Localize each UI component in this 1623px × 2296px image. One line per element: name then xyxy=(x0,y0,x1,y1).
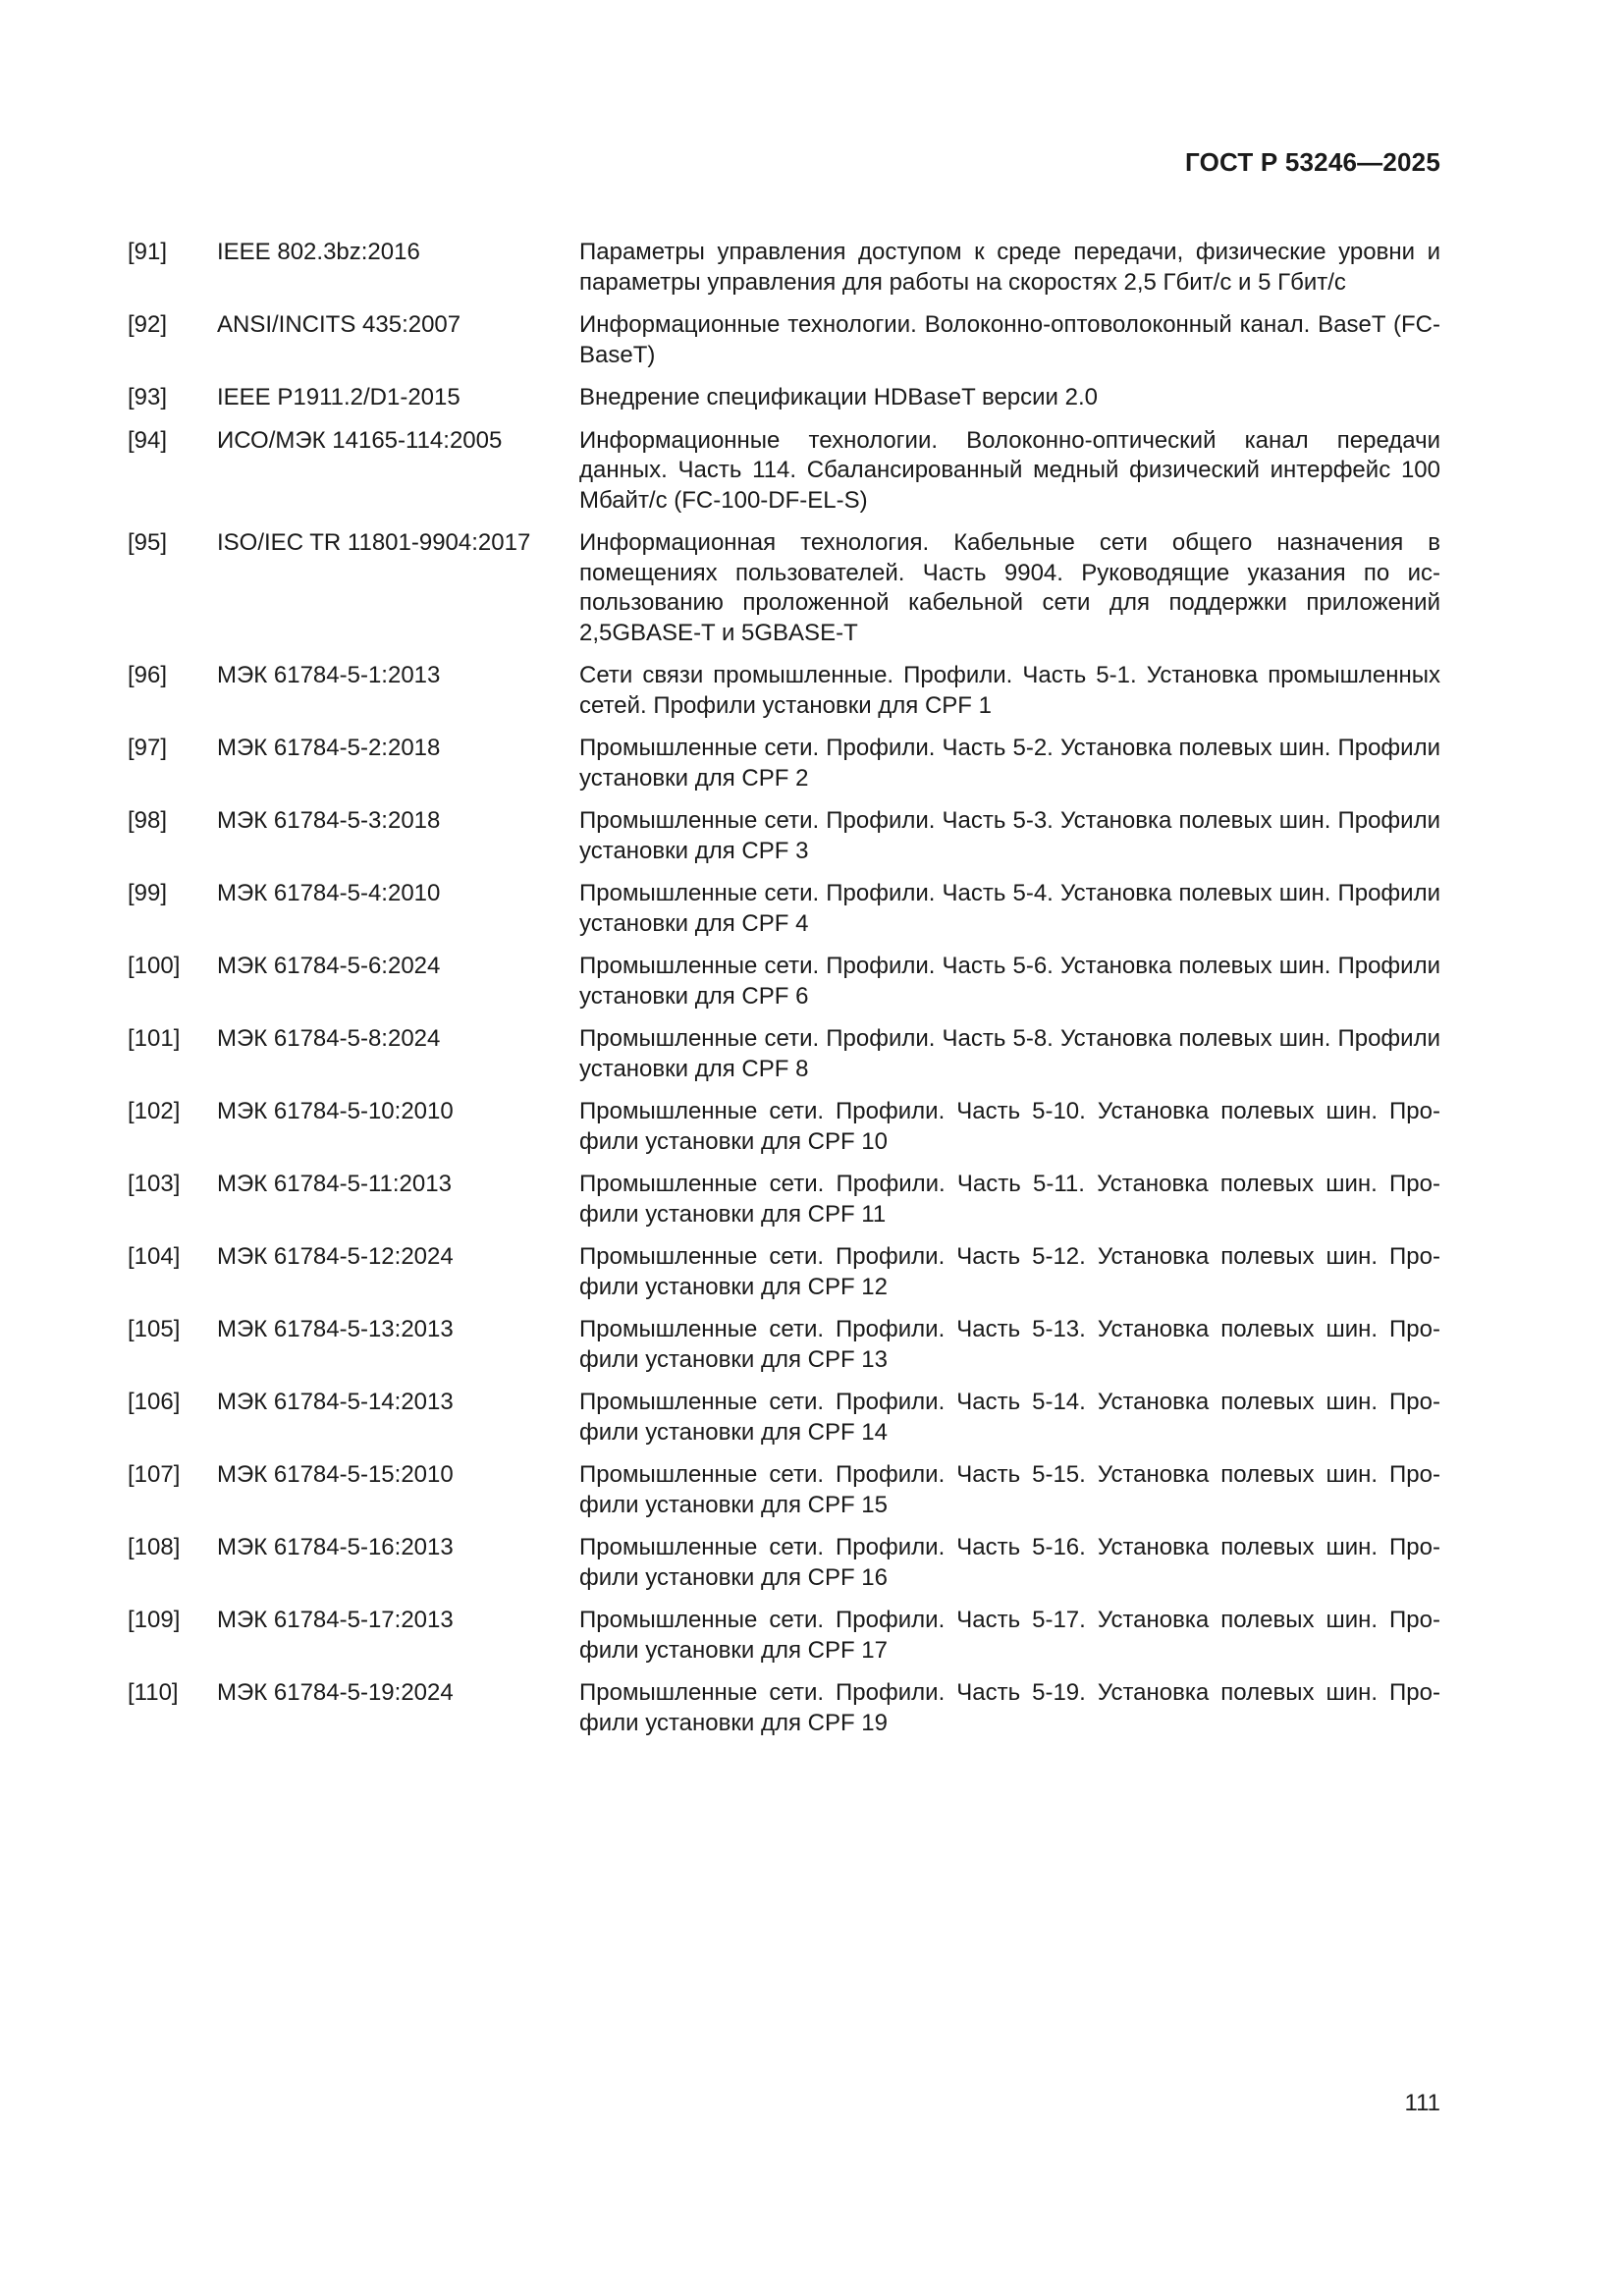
bibliography-entry xyxy=(128,383,1440,413)
bibliography-entry xyxy=(128,1170,1440,1230)
bibliography-entry xyxy=(128,1606,1440,1666)
entry-title: Промышленные сети. Профили. Часть 5-16. Установка полевых шин. Профили установки для CPF 16 xyxy=(579,1534,1440,1591)
entry-title: Информационные технологии. Волоконно-оптический канал передачи данных. Часть 114. Сбалансированный медный физический интерфейс 100 Мбайт/с (FC-100-DF-EL-S) xyxy=(579,426,1440,514)
entry-number: [96] xyxy=(128,662,168,688)
bibliography-entry xyxy=(128,1678,1440,1738)
entry-number: [92] xyxy=(128,311,168,338)
entry-number: [108] xyxy=(128,1534,181,1560)
bibliography-entry xyxy=(128,1242,1440,1302)
entry-title: Промышленные сети. Профили. Часть 5-8. Установка полевых шин. Профили установки для CPF 8 xyxy=(579,1025,1440,1082)
entry-number: [100] xyxy=(128,953,181,979)
bibliography-entry xyxy=(128,1388,1440,1448)
bibliography-entry xyxy=(128,310,1440,370)
entry-number: [95] xyxy=(128,529,168,556)
entry-standard-code: МЭК 61784-5-14:2013 xyxy=(217,1389,454,1415)
document-id-header: ГОСТ Р 53246—2025 xyxy=(1185,147,1440,177)
entry-title: Сети связи промышленные. Профили. Часть 5-1. Установка промышленных сетей. Профили установки для CPF 1 xyxy=(579,662,1440,719)
bibliography-entry xyxy=(128,806,1440,866)
bibliography-entry xyxy=(128,734,1440,793)
entry-standard-code: МЭК 61784-5-17:2013 xyxy=(217,1607,454,1633)
bibliography-entry xyxy=(128,426,1440,517)
entry-standard-code: МЭК 61784-5-6:2024 xyxy=(217,953,441,979)
page-number: 111 xyxy=(1404,2090,1440,2116)
entry-number: [103] xyxy=(128,1171,181,1197)
entry-number: [106] xyxy=(128,1389,181,1415)
entry-standard-code: МЭК 61784-5-8:2024 xyxy=(217,1025,441,1052)
entry-standard-code: МЭК 61784-5-16:2013 xyxy=(217,1534,454,1560)
entry-title: Промышленные сети. Профили. Часть 5-12. Установка полевых шин. Профили установки для CPF 12 xyxy=(579,1243,1440,1300)
entry-number: [99] xyxy=(128,880,168,906)
entry-standard-code: МЭК 61784-5-1:2013 xyxy=(217,662,441,688)
entry-title: Промышленные сети. Профили. Часть 5-14. Установка полевых шин. Профили установки для CPF 14 xyxy=(579,1389,1440,1446)
entry-standard-code: ANSI/INCITS 435:2007 xyxy=(217,311,461,338)
entry-number: [104] xyxy=(128,1243,181,1270)
bibliography-entry xyxy=(128,1460,1440,1520)
entry-number: [105] xyxy=(128,1316,181,1342)
entry-title: Информационная технология. Кабельные сети общего назначения в помещениях пользователей. Часть 9904. Руководящие указания по использованию проложенной кабельной сети для поддержки приложений 2,5GBASE-T и 5GBASE-T xyxy=(579,529,1440,646)
entry-number: [109] xyxy=(128,1607,181,1633)
entry-standard-code: МЭК 61784-5-3:2018 xyxy=(217,807,441,834)
entry-standard-code: МЭК 61784-5-11:2013 xyxy=(217,1171,452,1197)
entry-title: Промышленные сети. Профили. Часть 5-13. Установка полевых шин. Профили установки для CPF 13 xyxy=(579,1316,1440,1373)
entry-title: Промышленные сети. Профили. Часть 5-11. Установка полевых шин. Профили установки для CPF 11 xyxy=(579,1171,1440,1228)
entry-standard-code: МЭК 61784-5-13:2013 xyxy=(217,1316,454,1342)
entry-standard-code: IEEE P1911.2/D1-2015 xyxy=(217,384,460,410)
entry-standard-code: ISO/IEC TR 11801-9904:2017 xyxy=(217,529,531,556)
bibliography-entry xyxy=(128,238,1440,298)
entry-standard-code: МЭК 61784-5-10:2010 xyxy=(217,1098,454,1124)
entry-title: Промышленные сети. Профили. Часть 5-2. Установка полевых шин. Профили установки для CPF 2 xyxy=(579,735,1440,792)
entry-number: [97] xyxy=(128,735,168,761)
entry-title: Внедрение спецификации HDBaseT версии 2.0 xyxy=(579,384,1098,410)
entry-number: [91] xyxy=(128,239,168,265)
entry-title: Промышленные сети. Профили. Часть 5-6. Установка полевых шин. Профили установки для CPF 6 xyxy=(579,953,1440,1010)
entry-title: Параметры управления доступом к среде передачи, физические уровни и параметры управления для работы на скоростях 2,5 Гбит/с и 5 Гбит/с xyxy=(579,239,1440,296)
bibliography-entry xyxy=(128,1315,1440,1375)
entry-standard-code: ИСО/МЭК 14165-114:2005 xyxy=(217,426,503,454)
entry-standard-code: МЭК 61784-5-2:2018 xyxy=(217,735,441,761)
entry-number: [93] xyxy=(128,384,168,410)
entry-number: [102] xyxy=(128,1098,181,1124)
entry-standard-code: МЭК 61784-5-15:2010 xyxy=(217,1461,454,1488)
entry-standard-code: МЭК 61784-5-4:2010 xyxy=(217,880,441,906)
bibliography-entry xyxy=(128,1024,1440,1084)
entry-title: Промышленные сети. Профили. Часть 5-19. Установка полевых шин. Профили установки для CPF 19 xyxy=(579,1679,1440,1736)
entry-number: [110] xyxy=(128,1679,179,1706)
bibliography-entry xyxy=(128,879,1440,939)
bibliography-entry xyxy=(128,1533,1440,1593)
bibliography-entry xyxy=(128,661,1440,721)
entry-title: Промышленные сети. Профили. Часть 5-17. Установка полевых шин. Профили установки для CPF 17 xyxy=(579,1607,1440,1664)
entry-number: [94] xyxy=(128,426,168,454)
bibliography-entry xyxy=(128,952,1440,1011)
entry-title: Промышленные сети. Профили. Часть 5-4. Установка полевых шин. Профили установки для CPF 4 xyxy=(579,880,1440,937)
entry-standard-code: IEEE 802.3bz:2016 xyxy=(217,239,420,265)
entry-title: Информационные технологии. Волоконно-оптоволоконный канал. BaseT (FC-BaseT) xyxy=(579,311,1440,368)
entry-standard-code: МЭК 61784-5-12:2024 xyxy=(217,1243,454,1270)
entry-standard-code: МЭК 61784-5-19:2024 xyxy=(217,1679,454,1706)
entry-number: [107] xyxy=(128,1461,181,1488)
entry-number: [101] xyxy=(128,1025,181,1052)
entry-title: Промышленные сети. Профили. Часть 5-3. Установка полевых шин. Профили установки для CPF 3 xyxy=(579,807,1440,864)
entry-number: [98] xyxy=(128,807,168,834)
bibliography-list xyxy=(128,238,1440,1751)
entry-title: Промышленные сети. Профили. Часть 5-10. Установка полевых шин. Профили установки для CPF 10 xyxy=(579,1098,1440,1155)
entry-title: Промышленные сети. Профили. Часть 5-15. Установка полевых шин. Профили установки для CPF 15 xyxy=(579,1461,1440,1518)
bibliography-entry xyxy=(128,528,1440,648)
bibliography-entry xyxy=(128,1097,1440,1157)
